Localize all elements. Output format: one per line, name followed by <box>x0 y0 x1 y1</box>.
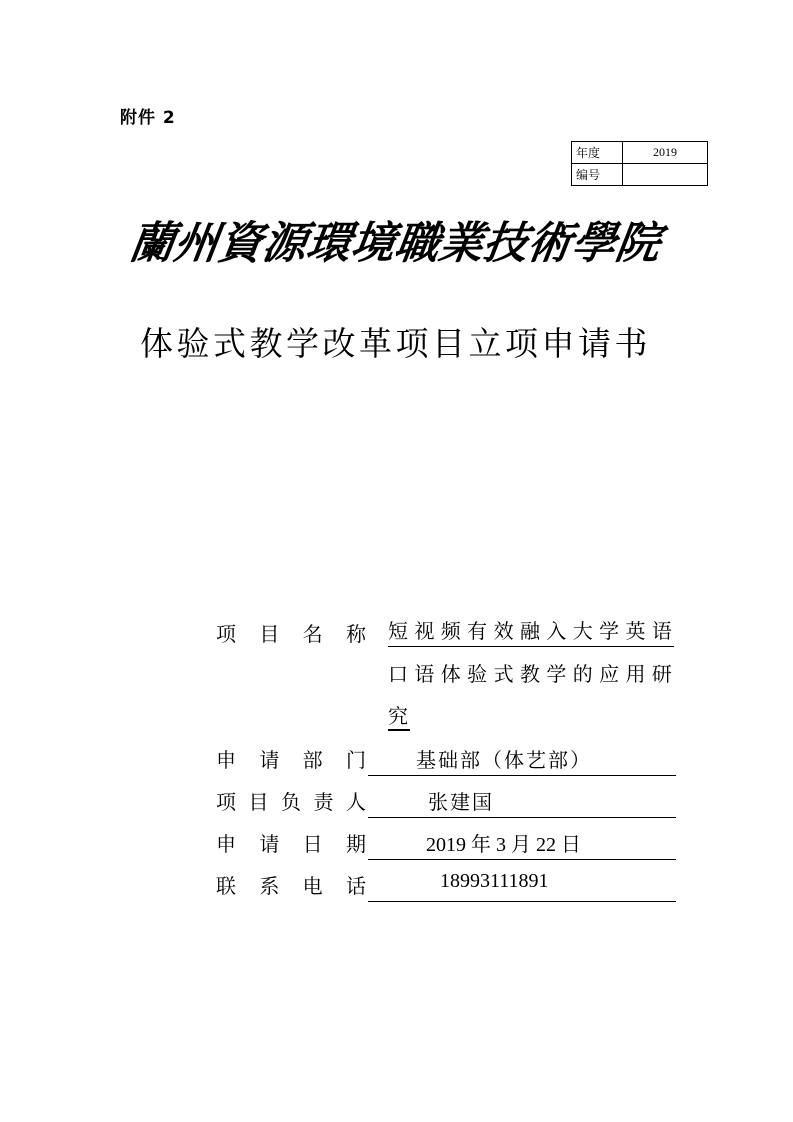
label-char: 负 <box>281 790 301 814</box>
title-char: 式 <box>493 662 516 686</box>
college-name-char: 學 <box>568 218 620 269</box>
title-char: 视 <box>414 619 437 643</box>
label-char: 申 <box>216 748 236 772</box>
college-name-char: 境 <box>347 218 399 269</box>
title-char: 教 <box>519 662 542 686</box>
application-form <box>216 612 676 906</box>
project-name-label <box>216 618 366 647</box>
leader-value: 张建国 <box>428 790 494 814</box>
department-field <box>368 738 676 776</box>
label-char: 申 <box>216 832 236 856</box>
project-name-value <box>388 612 674 739</box>
department-row <box>216 738 676 780</box>
year-value: 2019 <box>623 142 708 164</box>
number-value <box>623 164 708 186</box>
title-char: 研 <box>651 662 674 686</box>
title-char: 用 <box>625 662 648 686</box>
label-char: 请 <box>259 832 280 856</box>
title-char: 学 <box>599 619 622 643</box>
project-name-row <box>216 612 676 738</box>
phone-row <box>216 864 676 906</box>
title-char: 学 <box>546 662 569 686</box>
label-char: 期 <box>345 832 366 856</box>
label-char: 日 <box>302 832 323 856</box>
date-field <box>368 822 676 860</box>
leader-field <box>368 780 676 818</box>
label-char: 目 <box>248 790 269 814</box>
title-char: 应 <box>599 662 622 686</box>
label-char: 话 <box>345 874 366 898</box>
label-char: 人 <box>346 790 366 814</box>
title-char: 语 <box>414 662 437 686</box>
date-row <box>216 822 676 864</box>
phone-value: 18993111891 <box>440 870 549 892</box>
college-name-char: 職 <box>391 218 443 269</box>
label-char: 门 <box>345 748 366 772</box>
title-char: 入 <box>546 619 569 643</box>
label-char: 责 <box>313 790 334 814</box>
college-name-char: 術 <box>524 218 576 269</box>
phone-field <box>368 864 676 902</box>
number-label: 编号 <box>572 164 623 186</box>
title-char: 体 <box>440 662 463 686</box>
project-name-line-3: 究 <box>388 704 410 728</box>
title-char: 短 <box>388 619 410 643</box>
project-name-line-1 <box>388 612 674 647</box>
title-char: 频 <box>440 619 463 643</box>
college-name-char: 源 <box>259 218 311 269</box>
title-char: 口 <box>388 662 410 686</box>
college-name-char: 業 <box>435 218 487 269</box>
date-label <box>216 828 366 857</box>
department-value: 基础部（体艺部） <box>416 748 592 772</box>
college-name-char: 環 <box>303 218 355 269</box>
phone-label <box>216 870 366 899</box>
college-name-char: 技 <box>479 218 532 269</box>
title-char: 的 <box>572 662 595 686</box>
label-char: 联 <box>216 874 236 898</box>
college-name-char: 資 <box>214 218 266 269</box>
project-name-line-2 <box>388 655 674 697</box>
label-char: 系 <box>259 874 280 898</box>
college-name-char: 院 <box>612 218 664 269</box>
title-char: 大 <box>572 619 595 643</box>
label-char: 名 <box>302 622 323 646</box>
title-char: 验 <box>467 662 490 686</box>
attachment-label: 附件 2 <box>120 108 176 128</box>
label-char: 请 <box>259 748 280 772</box>
title-char: 融 <box>519 619 542 643</box>
label-char: 部 <box>302 748 323 772</box>
college-name-calligraphy <box>126 212 665 276</box>
label-char: 目 <box>259 622 280 646</box>
college-name-char: 州 <box>170 218 222 269</box>
title-char: 有 <box>467 619 490 643</box>
date-value: 2019 年 3 月 22 日 <box>426 834 581 856</box>
college-name-char: 蘭 <box>126 218 178 269</box>
year-number-table <box>571 141 708 186</box>
label-char: 称 <box>345 622 366 646</box>
document-title: 体验式教学改革项目立项申请书 <box>140 324 651 363</box>
label-char: 电 <box>302 874 323 898</box>
department-label <box>216 744 366 773</box>
title-char: 语 <box>651 619 674 643</box>
leader-row <box>216 780 676 822</box>
leader-label <box>216 786 366 815</box>
title-char: 效 <box>493 619 516 643</box>
title-char: 英 <box>625 619 648 643</box>
year-label: 年度 <box>572 142 623 164</box>
label-char: 项 <box>216 622 236 646</box>
label-char: 项 <box>216 790 236 814</box>
